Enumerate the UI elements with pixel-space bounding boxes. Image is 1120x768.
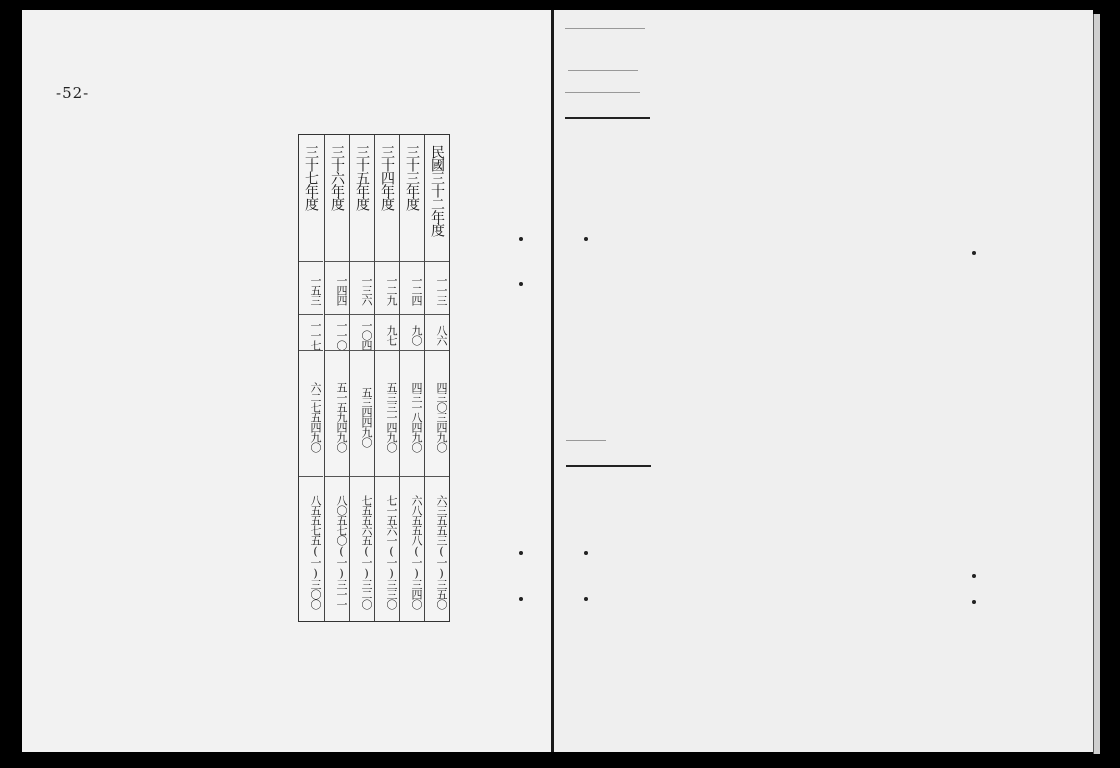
left-page <box>22 10 552 752</box>
year-label: 民國三十二年度 <box>429 145 445 236</box>
scan-dot <box>584 597 588 601</box>
table-cell: 八五五七五(一)三〇〇 <box>299 476 323 621</box>
scan-mark <box>566 440 606 441</box>
scan-mark <box>565 117 650 119</box>
table-row <box>424 135 449 621</box>
page-number: -52- <box>56 84 90 102</box>
table-cell: 四三一八四九〇 <box>400 350 424 475</box>
table-cell: 五一五九四九〇 <box>325 350 349 475</box>
table-cell: 七一五六一(一)三三〇 <box>375 476 399 621</box>
scan-dot <box>972 251 976 255</box>
scan-dot <box>519 237 523 241</box>
table-cell: 八〇五七〇(一)三一一 <box>325 476 349 621</box>
scan-dot <box>584 551 588 555</box>
statistics-table <box>298 134 450 622</box>
table-cell: 九〇 <box>400 314 424 351</box>
table-cell: 一一〇 <box>325 314 349 351</box>
table-cell: 四三〇三四九〇 <box>425 350 449 475</box>
scan-dot <box>519 597 523 601</box>
scan-mark <box>565 92 640 93</box>
table-cell: 一二四 <box>400 261 424 313</box>
scan-mark <box>566 465 651 467</box>
year-label: 三十七年度 <box>303 145 319 210</box>
scan-mark <box>565 28 645 29</box>
table-row <box>349 135 374 621</box>
year-label: 三十六年度 <box>329 145 345 210</box>
scan-mark <box>568 70 638 71</box>
table-cell: 六二七五四九〇 <box>299 350 323 475</box>
year-label: 三十四年度 <box>379 145 395 210</box>
scan-dot <box>972 574 976 578</box>
table-cell: 五三四四九〇 <box>350 350 374 475</box>
right-page <box>553 10 1093 752</box>
book-spine <box>551 10 554 752</box>
scan-dot <box>584 237 588 241</box>
table-cell: 五三三一四九〇 <box>375 350 399 475</box>
scan-dot <box>519 282 523 286</box>
scan-dot <box>519 551 523 555</box>
table-cell: 七五五六五(一)三二〇 <box>350 476 374 621</box>
table-row <box>324 135 349 621</box>
table-cell: 一四四 <box>325 261 349 313</box>
table-row <box>299 135 323 621</box>
table-cell: 一二九 <box>375 261 399 313</box>
table-cell: 六八五五八(一)三四〇 <box>400 476 424 621</box>
table-cell: 六三五五三(一)三五〇 <box>425 476 449 621</box>
table-cell: 一三六 <box>350 261 374 313</box>
table-cell: 九七 <box>375 314 399 351</box>
table-cell: 一〇四 <box>350 314 374 351</box>
year-label: 三十五年度 <box>354 145 370 210</box>
scan-dot <box>972 600 976 604</box>
table-cell: 八六 <box>425 314 449 351</box>
table-row <box>399 135 424 621</box>
year-label: 三十三年度 <box>404 145 420 210</box>
table-cell: 一五三 <box>299 261 323 313</box>
page-edge <box>1093 14 1100 754</box>
table-row <box>374 135 399 621</box>
table-cell: 一一三 <box>425 261 449 313</box>
table-cell: 一一七 <box>299 314 323 351</box>
